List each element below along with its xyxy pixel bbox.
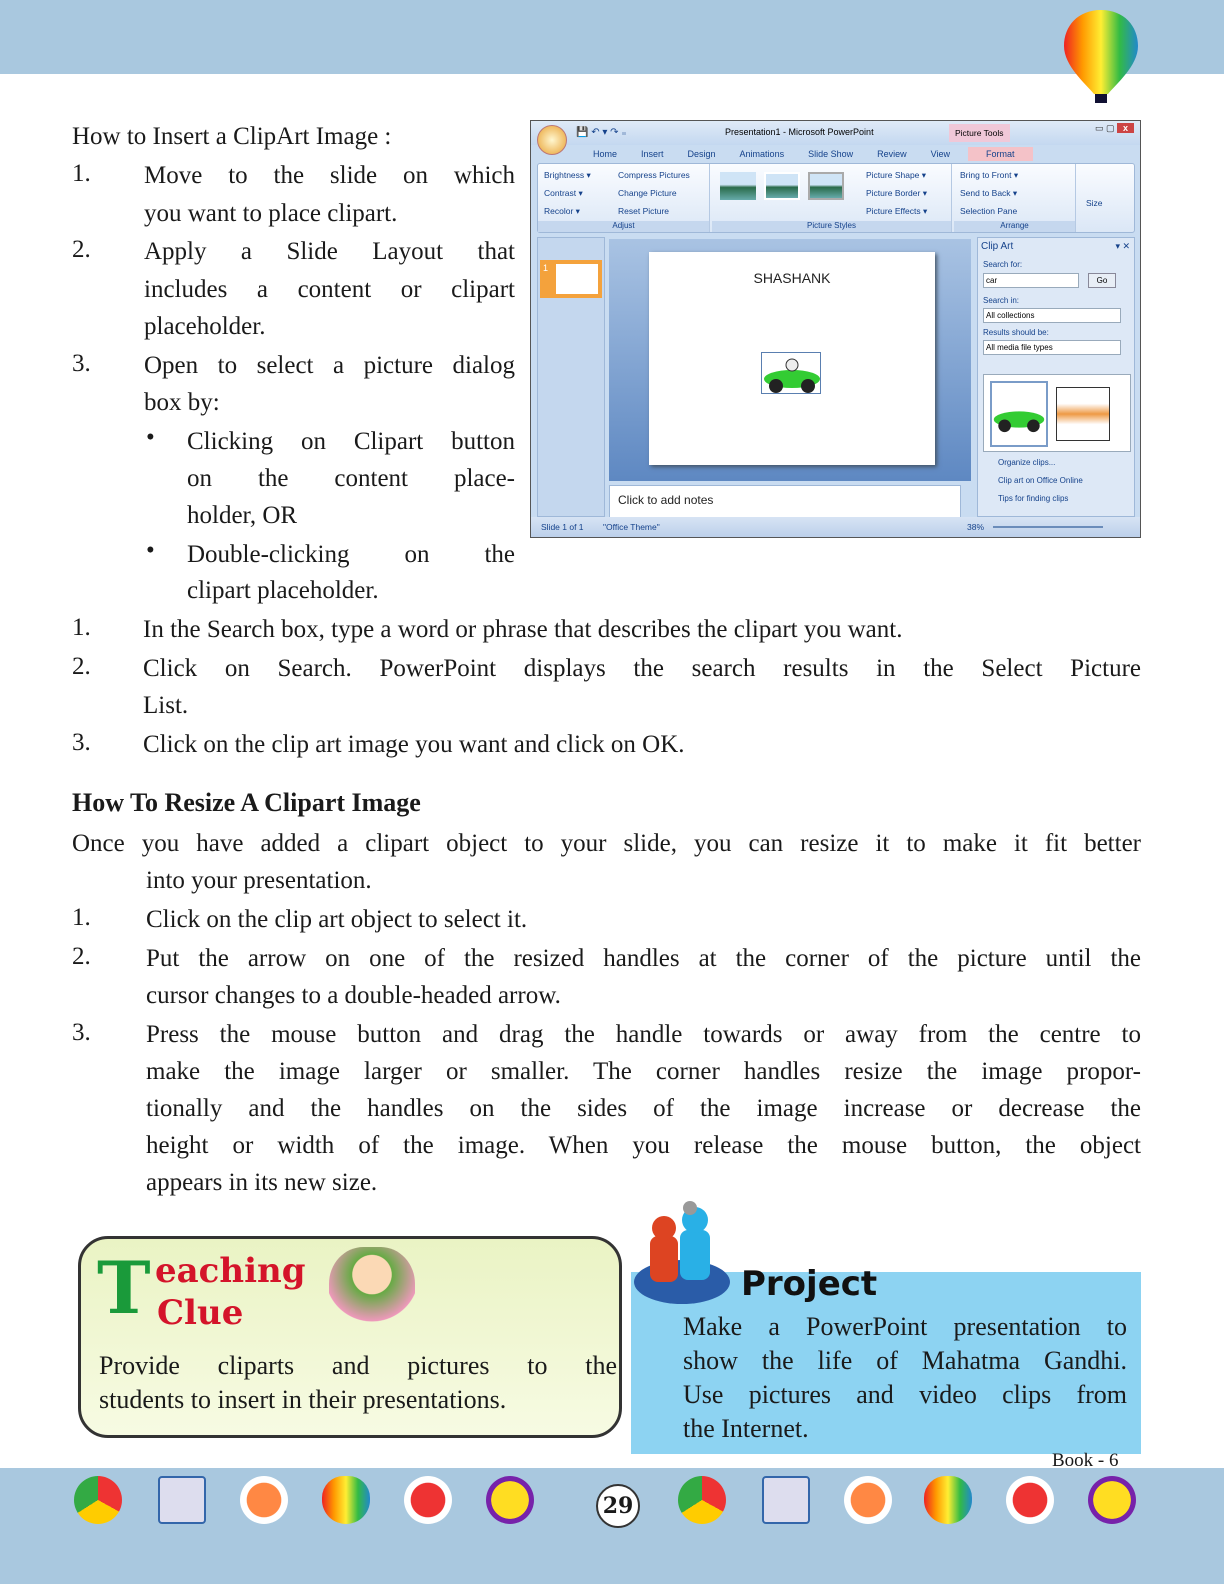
adjust-label: Adjust [538,221,709,232]
race-car-icon [762,353,822,395]
teaching-clue-text: Provide cliparts and pictures to the [99,1351,617,1380]
step-text: Move to the slide on which [144,162,515,189]
clip-art-pane [977,237,1135,517]
teaching-clue-text: students to insert in their presentations. [99,1385,507,1414]
arrange-group [954,164,1076,232]
bullet-text: Clicking on Clipart button [187,428,515,455]
step-number: 3. [72,350,91,377]
step-text: Click on Search. PowerPoint displays the search results in the Select Picture [143,655,1141,682]
selected-clipart[interactable] [761,352,821,394]
step-text: you want to place clipart. [144,200,398,227]
step-text: List. [143,692,189,719]
hot-air-balloon-icon [1062,8,1140,104]
zoom-slider[interactable] [993,526,1103,528]
tab-view[interactable]: View [930,149,950,159]
teaching-clue-initial: T [97,1245,151,1330]
girl-reading-illustration [329,1247,415,1339]
bring-to-front-button[interactable]: Bring to Front ▾ [960,170,1019,180]
size-button[interactable]: Size [1086,198,1103,208]
ribbon [537,163,1135,233]
step-text: appears in its new size. [146,1169,378,1196]
bullet-text: clipart placeholder. [187,577,379,604]
tab-format[interactable]: Format [968,147,1033,161]
step-number: 2. [72,236,91,263]
selection-pane-button[interactable]: Selection Pane [960,206,1018,216]
balloon-icon [322,1476,370,1524]
step-text: includes a content or clipart [144,276,515,303]
reset-picture-button[interactable]: Reset Picture [618,206,670,216]
yahoo-smiley-icon [486,1476,534,1524]
step-number: 1. [72,614,91,641]
project-text: Use pictures and video clips from [683,1380,1127,1409]
slide-title: SHASHANK [753,270,831,286]
close-icon[interactable]: ▾ ✕ [1115,241,1130,251]
word-icon [762,1476,810,1524]
tab-slide-show[interactable]: Slide Show [808,149,854,159]
arrange-label: Arrange [954,221,1075,232]
chrome-icon [74,1476,122,1524]
picture-style-thumb[interactable] [764,172,800,200]
step-text: height or width of the image. When you release the mouse button, the object [146,1132,1141,1159]
brightness-button[interactable]: Brightness ▾ [544,170,591,180]
step-text: box by: [144,389,220,416]
tips-link[interactable]: Tips for finding clips [998,494,1069,503]
teaching-clue-title: eaching [155,1251,306,1291]
picture-styles-group [712,164,952,232]
slide-canvas[interactable] [649,252,935,465]
step-number: 2. [72,653,91,680]
project-text: show the life of Mahatma Gandhi. [683,1346,1127,1375]
step-number: 3. [72,1019,91,1046]
step-text: Click on the clip art image you want and click on OK. [143,731,685,758]
car-clipart-result[interactable] [990,381,1048,447]
briefcase-icon [240,1476,288,1524]
step-number: 1. [72,160,91,187]
picture-shape-button[interactable]: Picture Shape ▾ [866,170,927,180]
adjust-group [538,164,710,232]
bullet-text: holder, OR [187,502,298,529]
fire-icon [1006,1476,1054,1524]
step-text: Click on the clip art object to select it. [146,906,528,933]
step-text: tionally and the handles on the sides of the image increase or decrease the [146,1095,1141,1122]
step-text: Apply a Slide Layout that [144,238,515,265]
word-icon [158,1476,206,1524]
step-text: Open to select a picture dialog [144,352,515,379]
send-to-back-button[interactable]: Send to Back ▾ [960,188,1018,198]
theme-name: "Office Theme" [603,522,660,532]
teaching-clue-box [78,1236,622,1438]
search-for-label: Search for: [983,260,1023,269]
zoom-level: 38% [967,522,985,532]
powerpoint-screenshot [530,120,1141,538]
contrast-button[interactable]: Contrast ▾ [544,188,583,198]
tab-home[interactable]: Home [593,149,618,159]
people-network-icon [632,1200,742,1308]
search-input[interactable]: car [983,273,1079,288]
teaching-clue-title: Clue [157,1293,244,1333]
bullet-text: Double-clicking on the [187,541,515,568]
status-bar [531,517,1140,537]
section-heading: How To Resize A Clipart Image [72,788,421,817]
tab-review[interactable]: Review [877,149,907,159]
balloon-icon [924,1476,972,1524]
project-title: Project [741,1264,878,1304]
slides-pane [537,237,605,517]
book-label: Book - 6 [1052,1450,1119,1471]
bullet-text: on the content place- [187,465,515,492]
window-title: Presentation1 - Microsoft PowerPoint [725,127,874,137]
results-list [983,374,1131,452]
slide-thumbnail[interactable] [540,260,602,298]
compress-pictures-button[interactable]: Compress Pictures [618,170,690,180]
clip-art-pane-title: Clip Art [981,241,1014,252]
window-controls[interactable]: ▭ ▢ x [1095,123,1134,134]
step-text: cursor changes to a double-headed arrow. [146,982,561,1009]
step-number: 1. [72,904,91,931]
picture-styles-label: Picture Styles [712,221,951,232]
paragraph: into your presentation. [146,867,372,894]
go-button[interactable]: Go [1088,273,1116,288]
picture-tools-label: Picture Tools [949,124,1010,142]
step-number: 2. [72,943,91,970]
slide-count: Slide 1 of 1 [541,522,584,532]
change-picture-button[interactable]: Change Picture [618,188,677,198]
picture-border-button[interactable]: Picture Border ▾ [866,188,927,198]
organize-clips-link[interactable]: Organize clips... [998,458,1056,467]
picture-style-thumb[interactable] [720,172,756,200]
intro-heading: How to Insert a ClipArt Image : [72,123,392,150]
step-text: Press the mouse button and drag the handle towards or away from the centre to [146,1021,1141,1048]
paragraph: Once you have added a clipart object to your slide, you can resize it to make it fit better [72,830,1141,857]
project-text: the Internet. [683,1414,809,1443]
tab-design[interactable]: Design [687,149,716,159]
clip-art-online-link[interactable]: Clip art on Office Online [998,476,1083,485]
office-button-icon[interactable] [537,125,567,155]
step-text: Put the arrow on one of the resized handles at the corner of the picture until the [146,945,1141,972]
results-label: Results should be: [983,328,1049,337]
recolor-button[interactable]: Recolor ▾ [544,206,580,216]
step-text: placeholder. [144,313,266,340]
notes-field[interactable]: Click to add notes [609,485,961,519]
tab-insert[interactable]: Insert [641,149,664,159]
title-bar [531,121,1140,145]
results-select[interactable]: All media file types [983,340,1121,355]
picture-style-thumb[interactable] [808,172,844,200]
ribbon-tabs [581,147,1033,161]
yahoo-smiley-icon [1088,1476,1136,1524]
slide-number: 1 [543,263,549,273]
step-text: make the image larger or smaller. The corner handles resize the image propor- [146,1058,1141,1085]
bullet: • [146,424,155,451]
bullet: • [146,537,155,564]
step-number: 3. [72,729,91,756]
step-text: In the Search box, type a word or phrase that describes the clipart you want. [143,616,903,643]
briefcase-icon [844,1476,892,1524]
project-text: Make a PowerPoint presentation to [683,1312,1127,1341]
header-band [0,0,1224,74]
search-in-select[interactable]: All collections [983,308,1121,323]
chrome-icon [678,1476,726,1524]
race-car-result[interactable] [1056,387,1110,441]
tab-animations[interactable]: Animations [739,149,785,159]
search-in-label: Search in: [983,296,1020,305]
picture-effects-button[interactable]: Picture Effects ▾ [866,206,928,216]
quick-access-toolbar-icon[interactable]: 💾 ↶ ▾ ↷ ₌ [576,127,627,138]
page-number: 29 [596,1484,640,1528]
fire-icon [404,1476,452,1524]
